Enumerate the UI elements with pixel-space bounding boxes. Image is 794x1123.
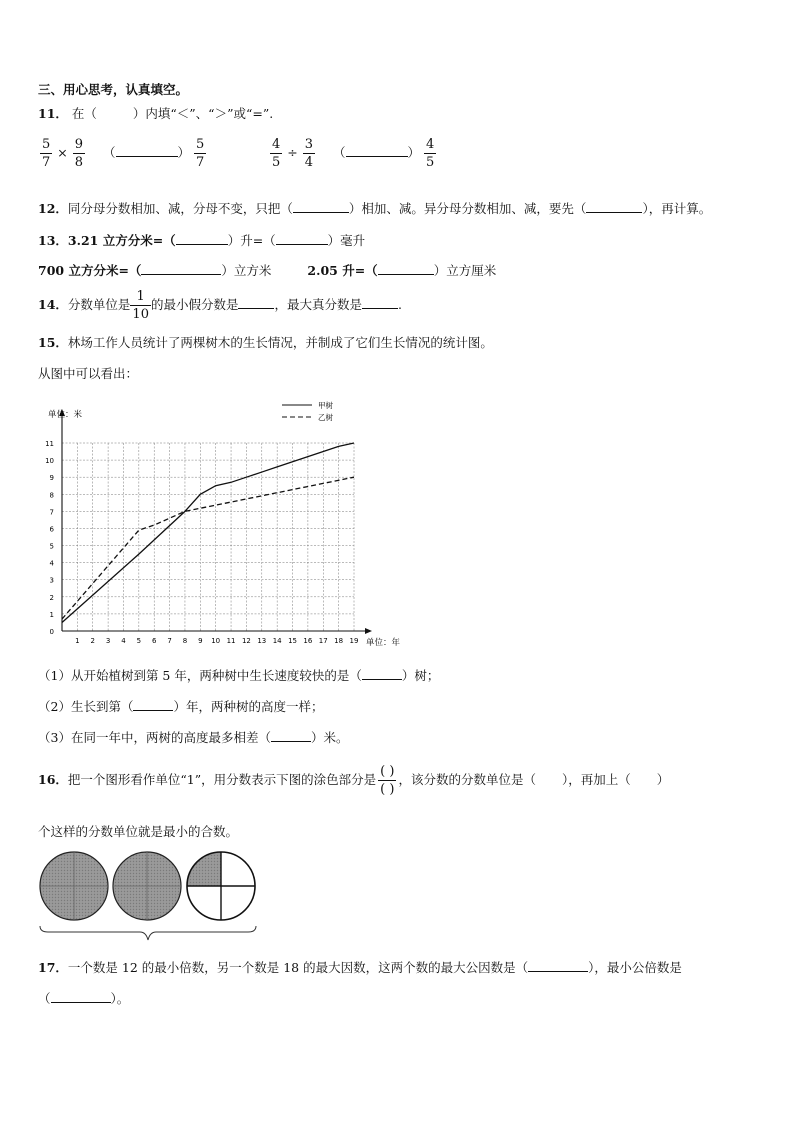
question-number: 12． [38,201,68,216]
x-tick-label: 6 [151,637,157,645]
y-tick-label: 8 [49,491,54,500]
y-tick-label: 6 [49,525,54,534]
y-tick-label: 5 [49,542,54,551]
question-13: 13．3.21 立方分米=（ ）升=（ ）毫升 [38,233,366,248]
circle-quarter-shaded [187,852,255,920]
x-tick-label: 8 [182,637,188,645]
chart-grid [62,443,354,631]
circle-shaded-2 [113,852,181,920]
answer-blank[interactable] [346,156,408,157]
x-tick-label: 9 [198,637,203,645]
y-tick-label: 3 [49,576,54,585]
y-tick-labels [45,440,54,636]
q15-subtitle: 从图中可以看出： [38,366,139,381]
question-14: 14．分数单位是 $\frac{1}{10}$ 的最小假分数是 ，最大真分数是 . [38,289,402,322]
x-tick-label: 13 [257,637,267,645]
question-number: 17． [38,960,68,975]
chart-series [62,443,354,622]
question-12: 12．同分母分数相加、减，分母不变，只把（ ）相加、减。异分母分数相加、减，要先（ ），再计算。 [38,201,712,216]
question-11 [38,104,273,122]
legend-label: 甲树 [318,401,333,410]
q16-fraction: $\frac{( )}{( )}$ [380,764,395,797]
answer-blank[interactable] [276,244,328,245]
growth-line-chart [30,393,430,655]
x-tick-label: 19 [349,637,359,645]
answer-blank[interactable] [293,212,349,213]
legend-label: 乙树 [318,413,333,422]
x-tick-label: 11 [226,637,236,645]
question-15: 15．林场工作人员统计了两棵树木的生长情况，并制成了它们生长情况的统计图。 [38,335,493,350]
q15-part-3: （3）在同一年中，两树的高度最多相差（ ）米。 [38,730,349,745]
grouping-brace [40,926,256,940]
q15-part-2: （2）生长到第（ ）年，两种树的高度一样； [38,699,324,714]
x-tick-label: 10 [211,637,221,645]
x-tick-label: 4 [121,637,126,645]
answer-blank[interactable] [271,741,311,742]
question-13-line-2: 700 立方分米=（ ）立方米 2.05 升=（ ）立方厘米 [38,263,497,278]
question-17: 17．一个数是 12 的最小倍数，另一个数是 18 的最大因数，这两个数的最大公因数是（ ），最小公倍数是 [38,960,682,975]
y-tick-label: 9 [49,474,54,483]
x-tick-label: 1 [75,637,80,645]
q15-part-1: （1）从开始植树到第 5 年，两种树中生长速度较快的是（ ）树； [38,668,440,683]
answer-blank[interactable] [378,274,434,275]
series-line-yi [62,477,354,619]
q11-text-before: 在（ [71,106,97,121]
q11-expression-2: $\frac{4}{5}$ ÷ $\frac{3}{4}$ （ ） $\frac{4}{5}$ [272,137,435,170]
x-tick-label: 5 [136,637,142,645]
x-tick-label: 14 [272,637,282,645]
y-tick-label: 1 [49,610,54,619]
answer-blank[interactable] [362,308,398,309]
y-tick-label: 0 [49,628,54,636]
x-tick-label: 3 [105,637,111,645]
answer-blank[interactable] [362,679,402,680]
x-axis-arrow [365,628,372,634]
x-tick-label: 7 [167,637,172,645]
x-tick-label: 2 [90,637,95,645]
answer-blank[interactable] [141,274,221,275]
x-axis-label: 单位：年 [366,638,401,648]
question-number: 11． [38,106,68,121]
question-16: 16．把一个图形看作单位“1”，用分数表示下图的涂色部分是 $\frac{( )}{( )}$ ，该分数的分数单位是（ ），再加上（ ） [38,764,670,797]
x-tick-label: 15 [288,637,297,645]
x-tick-label: 18 [334,637,344,645]
y-tick-label: 4 [49,559,54,568]
chart-legend [282,400,333,422]
circle-shaded-1 [40,852,108,920]
q11-expression-1: $\frac{5}{7}$ × $\frac{9}{8}$ （ ） $\frac{5}{7}$ [42,137,205,170]
answer-blank[interactable] [51,1002,111,1003]
q16-line-2: 个这样的分数单位就是最小的合数。 [38,824,239,839]
question-number: 15． [38,335,68,350]
q11-text-after: ）内填“＜”、“＞”或“=”. [132,106,274,121]
question-number: 13． [38,233,68,248]
answer-blank[interactable] [238,308,274,309]
answer-blank[interactable] [116,156,178,157]
section-heading: 三、用心思考，认真填空。 [38,82,189,97]
y-tick-label: 11 [45,440,54,448]
x-tick-label: 17 [318,637,328,645]
y-tick-label: 2 [49,593,54,602]
x-tick-label: 16 [303,637,313,645]
question-number: 16． [38,772,68,787]
series-line-jia [62,443,354,622]
answer-blank[interactable] [528,971,588,972]
x-tick-label: 12 [241,637,251,645]
y-tick-label: 10 [45,457,54,466]
question-17-line-2: （ ）。 [38,991,130,1006]
answer-blank[interactable] [133,710,173,711]
shaded-circles-figure [36,848,268,944]
answer-blank[interactable] [586,212,642,213]
x-tick-labels [75,637,358,645]
y-axis-label: 单位：米 [48,410,83,420]
y-tick-label: 7 [49,508,54,517]
answer-blank[interactable] [176,244,228,245]
q14-fraction: $\frac{1}{10}$ [132,289,149,322]
question-number: 14． [38,297,68,312]
